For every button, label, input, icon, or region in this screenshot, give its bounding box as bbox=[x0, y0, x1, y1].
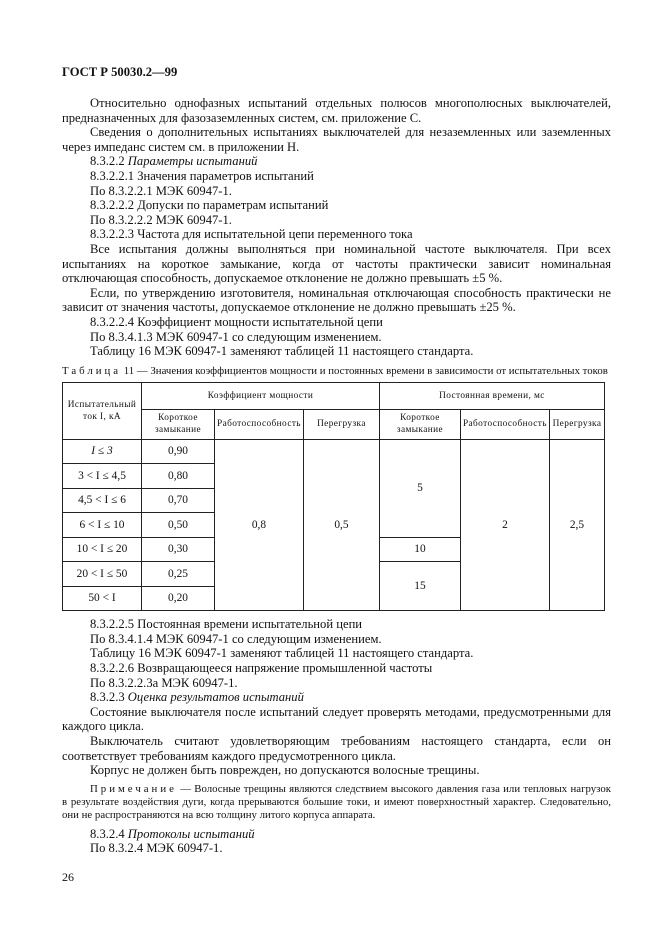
table-11 bbox=[62, 382, 605, 612]
table-caption-text: 11 — Значения коэффициентов мощности и постоянных времени в зависимости от испытательных токов bbox=[123, 364, 608, 377]
text-line: По 8.3.2.2.2 МЭК 60947-1. bbox=[90, 212, 232, 227]
cell-pf-short: 0,90 bbox=[142, 439, 215, 464]
text-line: По 8.3.2.2.3а МЭК 60947-1. bbox=[90, 675, 238, 690]
text-line: 8.3.2.2.4 Коэффициент мощности испытательной цепи bbox=[90, 314, 383, 329]
section-number: 8.3.2.3 bbox=[90, 690, 125, 705]
page-body bbox=[62, 96, 611, 884]
cell-tc-short: 5 bbox=[379, 439, 460, 537]
cell-pf-operation: 0,8 bbox=[215, 439, 304, 611]
text-line: По 8.3.2.2.1 МЭК 60947-1. bbox=[90, 183, 232, 198]
group-header-power-factor: Коэффициент мощности bbox=[142, 382, 380, 409]
paragraph: Все испытания должны выполняться при номинальной частоте выключателя. При всех испытаниях на короткое замыкание, когда от частоты практически зависит номинальная отключающая способность, допускаемое отклонение не должно превышать ±5 %. bbox=[62, 241, 611, 286]
text-line: Таблицу 16 МЭК 60947-1 заменяют таблицей 11 настоящего стандарта. bbox=[90, 646, 474, 661]
cell-pf-short: 0,20 bbox=[142, 586, 215, 611]
cell-current: I ≤ 3 bbox=[63, 439, 142, 464]
text-line: По 8.3.4.1.3 МЭК 60947-1 со следующим изменением. bbox=[90, 329, 382, 344]
section-heading-8323 bbox=[62, 690, 611, 705]
section-title: Оценка результатов испытаний bbox=[127, 690, 304, 705]
section-heading-8322 bbox=[62, 154, 611, 169]
paragraph: Состояние выключателя после испытаний следует проверять методами, предусмотренными для каждого цикла. bbox=[62, 704, 611, 734]
group-header-time-constant: Постоянная времени, мс bbox=[379, 382, 604, 409]
cell-current: 6 < I ≤ 10 bbox=[63, 513, 142, 538]
top-section bbox=[62, 96, 611, 359]
cell-tc-short: 15 bbox=[379, 562, 460, 611]
sub-header-operation: Работоспособность bbox=[215, 409, 304, 439]
section-heading-8324 bbox=[62, 827, 611, 842]
cell-current: 4,5 < I ≤ 6 bbox=[63, 488, 142, 513]
cell-tc-short: 10 bbox=[379, 537, 460, 562]
cell-current: 50 < I bbox=[63, 586, 142, 611]
sub-header-short-circuit: Короткое замыкание bbox=[142, 409, 215, 439]
section-title: Протоколы испытаний bbox=[127, 826, 255, 841]
cell-pf-short: 0,70 bbox=[142, 488, 215, 513]
cell-pf-short: 0,30 bbox=[142, 537, 215, 562]
paragraph: Корпус не должен быть поврежден, но допускаются волосные трещины. bbox=[90, 763, 480, 778]
bottom-section bbox=[62, 617, 611, 856]
paragraph: Если, по утверждению изготовителя, номинальная отключающая способность практически не зависит от значения частоты, допускаемое отклонение не должно превышать ±25 %. bbox=[62, 285, 611, 315]
section-number: 8.3.2.4 bbox=[90, 826, 125, 841]
text-line: Таблицу 16 МЭК 60947-1 заменяют таблицей 11 настоящего стандарта. bbox=[90, 344, 474, 359]
text-line: 8.3.2.2.5 Постоянная времени испытательной цепи bbox=[90, 617, 363, 632]
cell-pf-short: 0,50 bbox=[142, 513, 215, 538]
page-number: 26 bbox=[62, 869, 74, 884]
paragraph: Сведения о дополнительных испытаниях выключателей для незаземленных или заземленных через импеданс систем см. в приложении Н. bbox=[62, 125, 611, 154]
table-row bbox=[63, 439, 605, 464]
cell-pf-short: 0,80 bbox=[142, 464, 215, 489]
section-number: 8.3.2.2 bbox=[90, 154, 125, 169]
cell-current: 10 < I ≤ 20 bbox=[63, 537, 142, 562]
table-caption bbox=[62, 365, 611, 378]
cell-tc-operation: 2 bbox=[460, 439, 549, 611]
col-header-current: Испытательный ток I, кА bbox=[63, 382, 142, 439]
note bbox=[62, 783, 611, 822]
document-header: ГОСТ Р 50030.2—99 bbox=[62, 65, 178, 79]
text-line: По 8.3.2.4 МЭК 60947-1. bbox=[90, 841, 223, 856]
sub-header-overload: Перегрузка bbox=[303, 409, 379, 439]
sub-header-operation: Работоспособность bbox=[460, 409, 549, 439]
text-line: 8.3.2.2.3 Частота для испытательной цепи переменного тока bbox=[90, 227, 413, 242]
text-line: 8.3.2.2.1 Значения параметров испытаний bbox=[90, 168, 314, 183]
note-label: Примечание bbox=[90, 782, 177, 795]
sub-header-short-circuit: Короткое замыкание bbox=[379, 409, 460, 439]
cell-current: 3 < I ≤ 4,5 bbox=[63, 464, 142, 489]
table-caption-label: Таблица bbox=[62, 364, 122, 377]
section-title: Параметры испытаний bbox=[127, 154, 258, 169]
cell-current: 20 < I ≤ 50 bbox=[63, 562, 142, 587]
cell-pf-overload: 0,5 bbox=[303, 439, 379, 611]
paragraph: Относительно однофазных испытаний отдельных полюсов многополюсных выключателей, предназначенных для фазозаземленных систем, см. приложение С. bbox=[62, 96, 611, 125]
note-text: — Волосные трещины являются следствием высокого давления газа или тепловых нагрузок в результате воздействия дуги, когда прерываются большие токи, и имеют поверхностный характер. Следовательно, они не распространяются на всю толщину литого корпуса аппарата. bbox=[62, 782, 611, 821]
text-line: 8.3.2.2.2 Допуски по параметрам испытаний bbox=[90, 198, 329, 213]
sub-header-overload: Перегрузка bbox=[549, 409, 604, 439]
cell-tc-overload: 2,5 bbox=[549, 439, 604, 611]
paragraph: Выключатель считают удовлетворяющим требованиям настоящего стандарта, если он соответствует требованиям каждого предусмотренного цикла. bbox=[62, 733, 611, 763]
text-line: 8.3.2.2.6 Возвращающееся напряжение промышленной частоты bbox=[90, 660, 433, 675]
cell-pf-short: 0,25 bbox=[142, 562, 215, 587]
text-line: По 8.3.4.1.4 МЭК 60947-1 со следующим изменением. bbox=[90, 631, 382, 646]
